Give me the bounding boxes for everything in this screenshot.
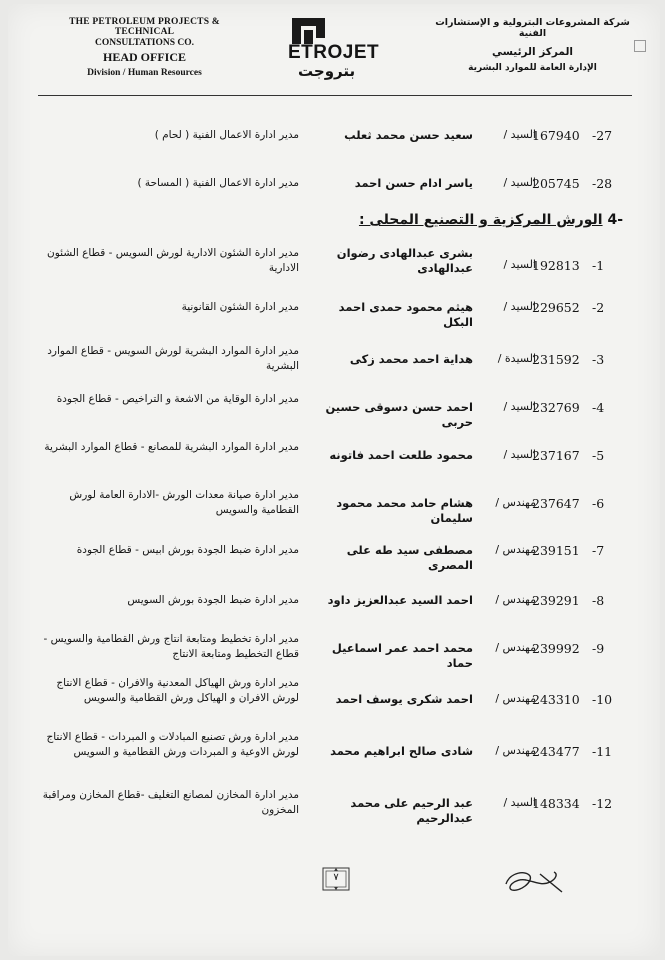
company-name-en-line2: CONSULTATIONS CO. <box>94 38 195 48</box>
job-title: مدير ادارة المخازن لمصانع التغليف -قطاع المخازن ومراقبة المخزون <box>42 789 299 816</box>
employee-name: مصطفى سيد طه على المصرى <box>346 543 473 572</box>
item-number: -11 <box>592 744 613 759</box>
honorific: مهندس / <box>495 496 536 509</box>
logo-text-en: ETROJET <box>288 42 380 63</box>
list-item <box>8 543 660 583</box>
employee-name: بشرى عبدالهادى رضوان عبدالهادى <box>336 246 473 275</box>
section-heading <box>358 212 623 228</box>
header-english-block <box>42 17 247 78</box>
item-number: -7 <box>592 543 605 558</box>
item-number: -2 <box>592 300 605 315</box>
employee-code: 239992 <box>532 641 580 656</box>
list-item <box>8 300 660 340</box>
list-item <box>8 676 660 716</box>
page-number: ٧ <box>333 872 339 883</box>
header-arabic-block <box>425 17 640 73</box>
item-number: -3 <box>592 352 605 367</box>
employee-name: هيثم محمود حمدى احمد البكل <box>338 300 473 329</box>
employee-name: محمود طلعت احمد فاتونه <box>329 448 473 462</box>
division-ar: الإدارة العامة للموارد البشرية <box>468 63 597 73</box>
document-page <box>8 4 660 956</box>
list-item <box>8 128 660 168</box>
employee-code: 232769 <box>532 400 580 415</box>
job-title: مدير ادارة الموارد البشرية للمصانع - قطاع الموارد البشرية <box>44 441 299 453</box>
employee-code: 205745 <box>532 176 580 191</box>
employee-code: 239291 <box>532 593 580 608</box>
employee-code: 231592 <box>532 352 580 367</box>
list-item <box>8 440 660 480</box>
list-item <box>8 344 660 384</box>
job-title: مدير ادارة ورش تصنيع المبادلات و المبردات - قطاع الانتاج لورش الاوعية و المبردات ورش القطامية و السويس <box>46 731 299 758</box>
honorific: مهندس / <box>495 543 536 556</box>
employee-name: ياسر ادام حسن احمد <box>354 176 473 190</box>
job-title: مدير ادارة ضبط الجودة بورش ابيس - قطاع الجودة <box>76 544 299 556</box>
employee-name: هداية احمد محمد زكى <box>349 352 473 366</box>
logo-text-ar: بتروجت <box>298 62 356 80</box>
corner-mark <box>634 40 646 52</box>
company-name-ar: شركة المشروعات البترولية و الإستشارات الفنية <box>435 17 630 39</box>
item-number: -10 <box>592 692 613 707</box>
list-item <box>8 632 660 672</box>
job-title: مدير ادارة ضبط الجودة بورش السويس <box>127 594 299 606</box>
employee-code: 243310 <box>532 692 580 707</box>
employee-name: احمد حسن دسوقى حسين حربى <box>325 400 473 429</box>
employee-name: محمد احمد عمر اسماعيل حماد <box>331 641 473 670</box>
item-number: -4 <box>592 400 605 415</box>
job-title: مدير ادارة ورش الهياكل المعدنية والافران - قطاع الانتاج لورش الافران و الهياكل ورش القطامية والسويس <box>56 677 299 704</box>
item-number: -8 <box>592 593 605 608</box>
header-divider <box>38 95 632 96</box>
item-number: -6 <box>592 496 605 511</box>
employee-code: 237167 <box>532 448 580 463</box>
employee-code: 167940 <box>532 128 580 143</box>
list-item <box>8 788 660 828</box>
petrojet-logo <box>288 16 398 80</box>
head-office-ar: المركز الرئيسي <box>491 46 574 58</box>
honorific: السيد / <box>503 400 536 413</box>
list-item <box>8 730 660 770</box>
list-item <box>8 246 660 286</box>
honorific: السيد / <box>503 796 536 809</box>
signature-icon <box>500 862 570 898</box>
item-number: -1 <box>592 258 605 273</box>
honorific: السيد / <box>503 128 536 141</box>
honorific: مهندس / <box>495 692 536 705</box>
honorific: مهندس / <box>495 593 536 606</box>
honorific: السيد / <box>503 300 536 313</box>
item-number: -5 <box>592 448 605 463</box>
list-item <box>8 176 660 216</box>
employee-name: احمد شكرى يوسف احمد <box>335 692 473 706</box>
list-item <box>8 488 660 528</box>
item-number: -12 <box>592 796 613 811</box>
section-number: -4 <box>607 212 623 228</box>
employee-name: هشام حامد محمد محمود سليمان <box>336 496 473 525</box>
job-title: مدير ادارة الاعمال الفنية ( لحام ) <box>154 129 299 141</box>
honorific: السيد / <box>503 176 536 189</box>
job-title: مدير ادارة الاعمال الفنية ( المساحة ) <box>137 177 299 189</box>
list-item <box>8 593 660 633</box>
section-title: الورش المركزية و التصنيع المحلى : <box>358 212 603 228</box>
employee-code: 192813 <box>532 258 580 273</box>
honorific: السيد / <box>503 448 536 461</box>
job-title: مدير ادارة صيانة معدات الورش -الادارة العامة لورش القطامية والسويس <box>69 489 299 516</box>
honorific: مهندس / <box>495 744 536 757</box>
employee-code: 229652 <box>532 300 580 315</box>
employee-code: 237647 <box>532 496 580 511</box>
company-name-en-line1: THE PETROLEUM PROJECTS & TECHNICAL <box>69 17 220 37</box>
job-title: مدير ادارة الشئون القانونية <box>181 301 299 313</box>
employee-name: سعيد حسن محمد ثعلب <box>344 128 473 142</box>
job-title: مدير ادارة تخطيط ومتابعة انتاج ورش القطامية والسويس - قطاع التخطيط ومتابعة الانتاج <box>43 633 299 660</box>
head-office-label: HEAD OFFICE <box>102 50 186 64</box>
job-title: مدير ادارة الوقاية من الاشعة و التراخيص - قطاع الجودة <box>56 393 299 405</box>
division-label: Division / Human Resources <box>87 68 202 78</box>
page-number-stamp <box>321 866 351 892</box>
employee-code: 148334 <box>532 796 580 811</box>
honorific: مهندس / <box>495 641 536 654</box>
item-number: -28 <box>592 176 613 191</box>
employee-name: شادى صالح ابراهيم محمد <box>330 744 473 758</box>
employee-code: 239151 <box>532 543 580 558</box>
honorific: السيدة / <box>497 352 536 365</box>
item-number: -9 <box>592 641 605 656</box>
honorific: السيد / <box>503 258 536 271</box>
employee-name: عبد الرحيم على محمد عبدالرحيم <box>350 796 473 825</box>
employee-code: 243477 <box>532 744 580 759</box>
job-title: مدير ادارة الموارد البشرية لورش السويس - قطاع الموارد البشرية <box>47 345 299 372</box>
item-number: -27 <box>592 128 613 143</box>
list-item <box>8 392 660 432</box>
employee-name: احمد السيد عبدالعزيز داود <box>327 593 473 607</box>
job-title: مدير ادارة الشئون الادارية لورش السويس - قطاع الشئون الادارية <box>47 247 299 274</box>
